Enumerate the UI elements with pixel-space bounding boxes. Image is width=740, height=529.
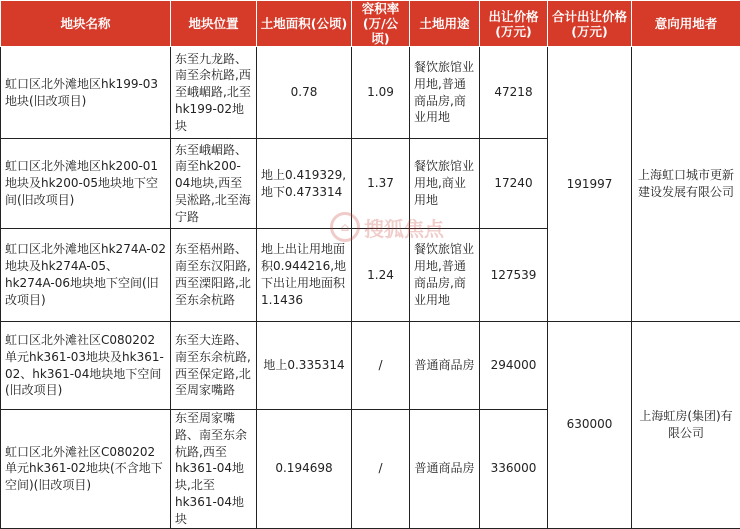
plot-area: 地上0.419329,地下0.473314	[257, 139, 352, 229]
plot-name: 虹口区北外滩地区hk200-01地块及hk200-05地块地下空间(旧改项目)	[1, 139, 171, 229]
plot-name: 虹口区北外滩地区hk199-03地块(旧改项目)	[1, 47, 171, 139]
plot-use: 普通商品房	[410, 410, 480, 529]
header-cell-area: 土地面积(公顷)	[257, 1, 352, 47]
plot-area: 0.194698	[257, 410, 352, 529]
plot-far: 1.09	[352, 47, 410, 139]
header-cell-name: 地块名称	[1, 1, 171, 47]
header-cell-total: 合计出让价格 (万元)	[548, 1, 632, 47]
header-cell-buyer: 意向用地者	[632, 1, 740, 47]
plot-use: 餐饮旅馆业用地,商业用地	[410, 139, 480, 229]
table-row	[1, 322, 740, 410]
group-buyer: 上海虹房(集团)有限公司	[632, 322, 740, 529]
header-cell-price: 出让价格 (万元)	[480, 1, 548, 47]
watermark-text: 搜狐焦点	[364, 213, 444, 242]
plot-far: 1.24	[352, 229, 410, 322]
header-cell-use: 土地用途	[410, 1, 480, 47]
plot-price: 127539	[480, 229, 548, 322]
plot-name: 虹口区北外滩地区hk274A-02地块及hk274A-05、hk274A-06地块地下空间(旧改项目)	[1, 229, 171, 322]
plot-use: 普通商品房	[410, 322, 480, 410]
sohu-focus-logo-icon: ⌂	[330, 212, 360, 242]
plot-location: 东至峨嵋路、南至hk200-04地块,西至吴淞路,北至海宁路	[171, 139, 257, 229]
group-buyer: 上海虹口城市更新建设发展有限公司	[632, 47, 740, 322]
group-total-price: 191997	[548, 47, 632, 322]
header-cell-far: 容积率 (万/公顷)	[352, 1, 410, 47]
plot-price: 336000	[480, 410, 548, 529]
plot-area: 地上0.335314	[257, 322, 352, 410]
plot-price: 47218	[480, 47, 548, 139]
plot-price: 17240	[480, 139, 548, 229]
group-total-price: 630000	[548, 322, 632, 529]
plot-area: 0.78	[257, 47, 352, 139]
plot-location: 东至九龙路、南至余杭路,西至峨嵋路,北至hk199-02地块	[171, 47, 257, 139]
plot-location: 东至大连路、南至东余杭路,西至保定路,北至周家嘴路	[171, 322, 257, 410]
header-cell-location: 地块位置	[171, 1, 257, 47]
plot-far: /	[352, 410, 410, 529]
plot-price: 294000	[480, 322, 548, 410]
plot-far: /	[352, 322, 410, 410]
table-row	[1, 47, 740, 139]
plot-area: 地上出让用地面积0.944216,地下出让用地面积1.1436	[257, 229, 352, 322]
plot-far: 1.37	[352, 139, 410, 229]
plot-name: 虹口区北外滩社区C080202单元hk361-03地块及hk361-02、hk361-04地块地下空间(旧改项目)	[1, 322, 171, 410]
header-row	[1, 1, 740, 47]
plot-location: 东至梧州路、南至东汉阳路,西至溧阳路,北至东余杭路	[171, 229, 257, 322]
plot-use: 餐饮旅馆业用地,普通商品房,商业用地	[410, 229, 480, 322]
plot-location: 东至周家嘴路、南至东余杭路,西至hk361-04地块,北至hk361-04地块	[171, 410, 257, 529]
plot-name: 虹口区北外滩社区C080202单元hk361-02地块(不含地下空间)(旧改项目)	[1, 410, 171, 529]
plot-use: 餐饮旅馆业用地,普通商品房,商业用地	[410, 47, 480, 139]
